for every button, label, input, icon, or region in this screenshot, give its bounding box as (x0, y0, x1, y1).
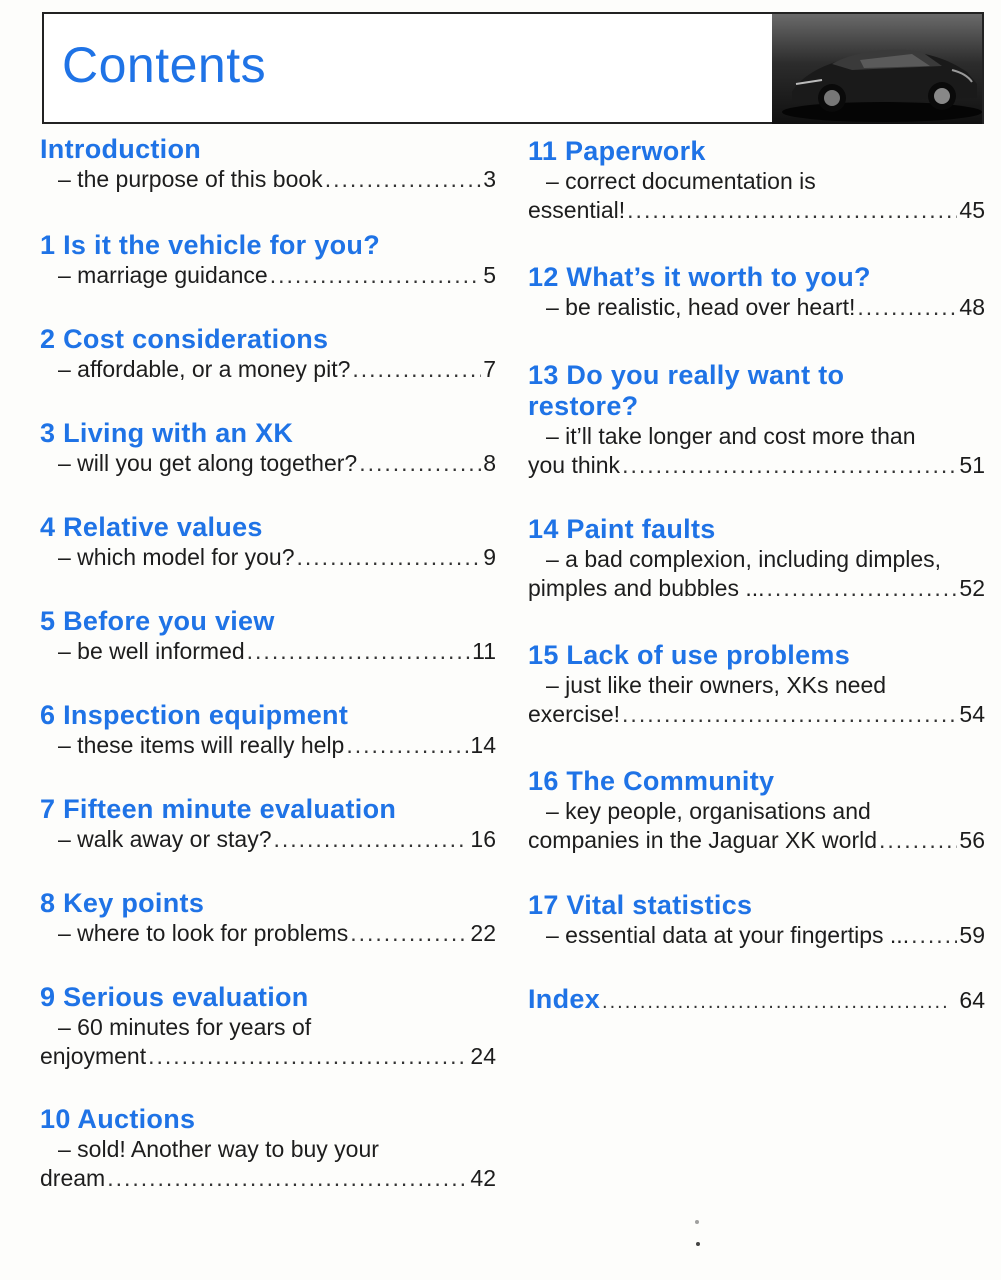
chapter-description-cont: you think (528, 452, 621, 478)
page-number: 64 (959, 987, 985, 1013)
leader-dots (622, 700, 957, 729)
leader-dots (247, 637, 470, 666)
leader-dots (602, 991, 949, 1014)
page-number: 45 (959, 197, 985, 223)
chapter-description-cont: companies in the Jaguar XK world (528, 827, 878, 853)
chapter-title[interactable]: 5 Before you view (40, 606, 275, 636)
chapter-line (40, 1042, 496, 1071)
toc-entry[interactable] (528, 640, 985, 729)
chapter-description: – be well informed (58, 638, 245, 664)
leader-dots (622, 451, 957, 480)
index-title[interactable]: Index (528, 984, 601, 1014)
chapter-line (40, 543, 496, 572)
chapter-title[interactable]: 12 What’s it worth to you? (528, 262, 871, 292)
leader-dots (911, 921, 957, 950)
chapter-description-cont: enjoyment (40, 1043, 147, 1069)
toc-entry[interactable] (40, 512, 496, 572)
chapter-description: – walk away or stay? (58, 826, 272, 852)
chapter-line (528, 826, 985, 855)
chapter-description: – sold! Another way to buy your (58, 1136, 379, 1162)
chapter-description-cont: dream (40, 1165, 106, 1191)
chapter-description: – the purpose of this book (58, 166, 323, 192)
chapter-title[interactable]: 11 Paperwork (528, 136, 706, 166)
chapter-title[interactable]: 1 Is it the vehicle for you? (40, 230, 380, 260)
page-number: 24 (470, 1043, 496, 1069)
toc-entry[interactable] (40, 230, 496, 290)
chapter-line (528, 196, 985, 225)
page-number: 48 (959, 294, 985, 320)
chapter-line (40, 637, 496, 666)
chapter-title[interactable]: 17 Vital statistics (528, 890, 753, 920)
page-number: 5 (483, 262, 496, 288)
chapter-title[interactable]: 9 Serious evaluation (40, 982, 309, 1012)
chapter-line (528, 921, 985, 950)
chapter-description-cont: pimples and bubbles ... (528, 575, 765, 601)
toc-entry[interactable] (528, 136, 985, 225)
toc-entry-index[interactable] (528, 984, 985, 1015)
toc-entry[interactable] (40, 982, 496, 1071)
chapter-description: – marriage guidance (58, 262, 268, 288)
toc-entry[interactable] (40, 794, 496, 854)
leader-dots (270, 261, 482, 290)
chapter-line (40, 261, 496, 290)
chapter-title[interactable]: 2 Cost considerations (40, 324, 329, 354)
chapter-line (40, 731, 496, 760)
chapter-title-cont[interactable]: restore? (528, 391, 639, 421)
chapter-description: – it’ll take longer and cost more than (546, 423, 916, 449)
leader-dots (148, 1042, 468, 1071)
chapter-title[interactable]: 6 Inspection equipment (40, 700, 349, 730)
leader-dots (857, 293, 957, 322)
chapter-line (40, 825, 496, 854)
page-number: 42 (470, 1165, 496, 1191)
chapter-title[interactable]: 16 The Community (528, 766, 775, 796)
chapter-line (528, 574, 985, 603)
toc-entry[interactable] (528, 262, 985, 322)
page-title: Contents (62, 37, 267, 93)
chapter-description-cont: exercise! (528, 701, 621, 727)
chapter-title[interactable]: 3 Living with an XK (40, 418, 294, 448)
page-number: 3 (483, 166, 496, 192)
chapter-description: – a bad complexion, including dimples, (546, 546, 942, 572)
toc-entry[interactable] (40, 134, 496, 194)
chapter-description: – where to look for problems (58, 920, 349, 946)
chapter-description: – be realistic, head over heart! (546, 294, 856, 320)
chapter-title[interactable]: Introduction (40, 134, 202, 164)
chapter-title[interactable]: 8 Key points (40, 888, 205, 918)
chapter-title[interactable]: 7 Fifteen minute evaluation (40, 794, 397, 824)
toc-entry[interactable] (528, 360, 985, 480)
leader-dots (350, 919, 468, 948)
chapter-description: – 60 minutes for years of (58, 1014, 312, 1040)
leader-dots (352, 355, 481, 384)
chapter-line (40, 355, 496, 384)
page-number: 22 (470, 920, 496, 946)
toc-entry[interactable] (40, 700, 496, 760)
chapter-description-cont: essential! (528, 197, 626, 223)
contents-header (42, 12, 984, 124)
page-number: 56 (959, 827, 985, 853)
leader-dots (627, 196, 957, 225)
chapter-description: – just like their owners, XKs need (546, 672, 887, 698)
leader-dots (273, 825, 468, 854)
toc-entry[interactable] (528, 514, 985, 603)
chapter-line (40, 919, 496, 948)
leader-dots (767, 574, 958, 603)
page-number: 59 (959, 922, 985, 948)
page-number: 51 (959, 452, 985, 478)
chapter-description: – will you get along together? (58, 450, 358, 476)
leader-dots (297, 543, 482, 572)
leader-dots (346, 731, 468, 760)
chapter-line (40, 449, 496, 478)
page-number: 52 (959, 575, 985, 601)
toc-entry[interactable] (40, 606, 496, 666)
chapter-description: – essential data at your fingertips ... (546, 922, 910, 948)
page-number: 9 (483, 544, 496, 570)
chapter-line (40, 165, 496, 194)
chapter-line (528, 700, 985, 729)
chapter-description: – key people, organisations and (546, 798, 871, 824)
chapter-line (528, 451, 985, 480)
page-number: 7 (483, 356, 496, 382)
chapter-title[interactable]: 15 Lack of use problems (528, 640, 851, 670)
page-number: 14 (470, 732, 496, 758)
toc-entry[interactable] (528, 890, 985, 950)
chapter-description: – these items will really help (58, 732, 345, 758)
leader-dots (325, 165, 482, 194)
speck (696, 1242, 700, 1246)
chapter-title[interactable]: 14 Paint faults (528, 514, 716, 544)
toc-entry[interactable] (40, 418, 496, 478)
toc-entry[interactable] (40, 324, 496, 384)
leader-dots (359, 449, 481, 478)
page-number: 54 (959, 701, 985, 727)
page-number: 8 (483, 450, 496, 476)
chapter-title[interactable]: 10 Auctions (40, 1104, 196, 1134)
page-number: 16 (470, 826, 496, 852)
toc-entry[interactable] (40, 1104, 496, 1193)
car-photo-icon (772, 14, 982, 124)
chapter-line (40, 1164, 496, 1193)
page-number: 11 (472, 638, 496, 664)
chapter-title[interactable]: 4 Relative values (40, 512, 263, 542)
chapter-line (528, 293, 985, 322)
toc-entry[interactable] (40, 888, 496, 948)
leader-dots (879, 826, 957, 855)
chapter-description: – affordable, or a money pit? (58, 356, 351, 382)
chapter-description: – which model for you? (58, 544, 295, 570)
chapter-title[interactable]: 13 Do you really want to (528, 360, 845, 390)
chapter-description: – correct documentation is (546, 168, 816, 194)
speck (695, 1220, 699, 1224)
toc-entry[interactable] (528, 766, 985, 855)
leader-dots (107, 1164, 468, 1193)
